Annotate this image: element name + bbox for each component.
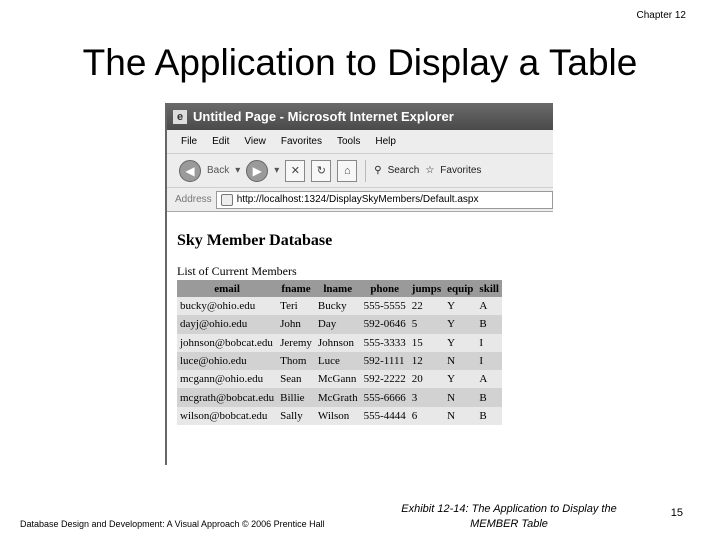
forward-dropdown-icon[interactable]: ▾ (274, 165, 280, 176)
table-header-row (177, 280, 502, 297)
cell-fname: John (277, 315, 315, 333)
cell-fname: Jeremy (280, 336, 312, 349)
cell-skill: B (476, 315, 502, 333)
column-header-fname: fname (277, 280, 315, 297)
cell-equip: N (444, 388, 476, 406)
cell-jumps: 5 (409, 315, 444, 333)
slide-title: The Application to Display a Table (82, 42, 638, 83)
list-label: List of Current Members (177, 264, 297, 278)
column-header-phone: phone (361, 280, 409, 297)
cell-equip: Y (444, 315, 476, 333)
cell-phone: 592-1111 (361, 352, 409, 370)
cell-jumps: 20 (411, 373, 423, 386)
cell-skill: A (479, 300, 488, 313)
browser-window (165, 103, 553, 465)
cell-equip: N (444, 352, 476, 370)
menu-view[interactable]: View (244, 136, 266, 147)
menu-edit[interactable]: Edit (212, 136, 230, 147)
menu-help[interactable]: Help (375, 136, 396, 147)
column-header-equip: equip (444, 280, 476, 297)
refresh-icon[interactable]: ↻ (311, 160, 331, 182)
cell-phone: 555-5555 (363, 300, 406, 313)
cell-phone: 555-4444 (363, 409, 406, 422)
cell-email: dayj@ohio.edu (177, 315, 277, 333)
column-header-jumps: jumps (409, 280, 444, 297)
cell-fname: Sean (280, 373, 302, 386)
cell-lname: Bucky (317, 300, 347, 313)
forward-arrow-icon[interactable]: ▶ (246, 160, 268, 182)
cell-email: mcgann@ohio.edu (180, 373, 264, 386)
ie-logo-icon: e (173, 110, 187, 124)
cell-equip: Y (447, 373, 456, 386)
exhibit-caption: Exhibit 12-14: The Application to Display the MEMBER Table (401, 503, 617, 530)
table-row (177, 388, 502, 406)
footer-text: Database Design and Development: A Visual Approach © 2006 Prentice Hall (20, 519, 325, 529)
home-icon[interactable]: ⌂ (337, 160, 357, 182)
page-icon (221, 194, 233, 206)
cell-jumps: 22 (411, 300, 423, 313)
back-arrow-icon[interactable]: ◀ (179, 160, 201, 182)
cell-email: wilson@bobcat.edu (180, 409, 268, 422)
favorites-star-icon[interactable]: ☆ (425, 165, 435, 176)
cell-lname: McGrath (315, 388, 361, 406)
table-row (177, 297, 502, 315)
column-header-email: email (177, 280, 277, 297)
table-row (177, 352, 502, 370)
cell-equip: Y (447, 336, 456, 349)
cell-lname: McGann (317, 373, 357, 386)
browser-titlebar (167, 103, 553, 130)
page-heading: Sky Member Database (177, 232, 333, 249)
address-label: Address (175, 194, 212, 205)
search-button-label[interactable]: Search (387, 165, 420, 176)
table-row (177, 315, 502, 333)
column-header-lname: lname (315, 280, 361, 297)
members-table (177, 280, 502, 425)
browser-title: Untitled Page - Microsoft Internet Explorer (193, 109, 454, 124)
cell-jumps: 3 (409, 388, 444, 406)
stop-icon[interactable]: ✕ (285, 160, 305, 182)
cell-lname: Day (315, 315, 361, 333)
cell-fname: Billie (277, 388, 315, 406)
cell-lname: Johnson (317, 336, 354, 349)
cell-skill: B (476, 388, 502, 406)
cell-phone: 555-6666 (361, 388, 409, 406)
favorites-button-label[interactable]: Favorites (440, 165, 482, 176)
cell-email: mcgrath@bobcat.edu (177, 388, 277, 406)
cell-email: bucky@ohio.edu (180, 300, 256, 313)
table-row (177, 370, 502, 388)
cell-skill: I (479, 336, 484, 349)
cell-phone: 592-0646 (361, 315, 409, 333)
cell-skill: B (479, 409, 487, 422)
menu-favorites[interactable]: Favorites (280, 136, 322, 147)
page-content (167, 212, 553, 425)
cell-fname: Teri (280, 300, 298, 313)
cell-jumps: 15 (411, 336, 423, 349)
menu-file[interactable]: File (181, 136, 198, 147)
back-button-label[interactable]: Back (207, 165, 230, 176)
chapter-label: Chapter 12 (636, 10, 686, 21)
cell-fname: Sally (280, 409, 303, 422)
address-url: http://localhost:1324/DisplaySkyMembers/Default.aspx (236, 194, 479, 205)
menu-tools[interactable]: Tools (336, 136, 361, 147)
cell-email: johnson@bobcat.edu (180, 336, 273, 349)
column-header-skill: skill (476, 280, 502, 297)
table-row (177, 334, 502, 352)
cell-fname: Thom (277, 352, 315, 370)
toolbar (167, 154, 553, 188)
cell-email: luce@ohio.edu (177, 352, 277, 370)
menu-bar (167, 130, 553, 154)
address-input[interactable] (216, 191, 553, 209)
table-row (177, 407, 502, 425)
cell-lname: Luce (315, 352, 361, 370)
toolbar-separator (365, 160, 366, 182)
cell-equip: N (447, 409, 456, 422)
cell-jumps: 12 (409, 352, 444, 370)
cell-equip: Y (447, 300, 456, 313)
address-bar (167, 188, 553, 212)
page-number: 15 (670, 507, 683, 519)
cell-skill: A (479, 373, 488, 386)
cell-jumps: 6 (411, 409, 418, 422)
back-dropdown-icon[interactable]: ▾ (235, 165, 241, 176)
search-icon[interactable]: ⚲ (374, 165, 382, 176)
cell-phone: 555-3333 (363, 336, 406, 349)
cell-skill: I (476, 352, 502, 370)
cell-lname: Wilson (317, 409, 350, 422)
cell-phone: 592-2222 (363, 373, 406, 386)
